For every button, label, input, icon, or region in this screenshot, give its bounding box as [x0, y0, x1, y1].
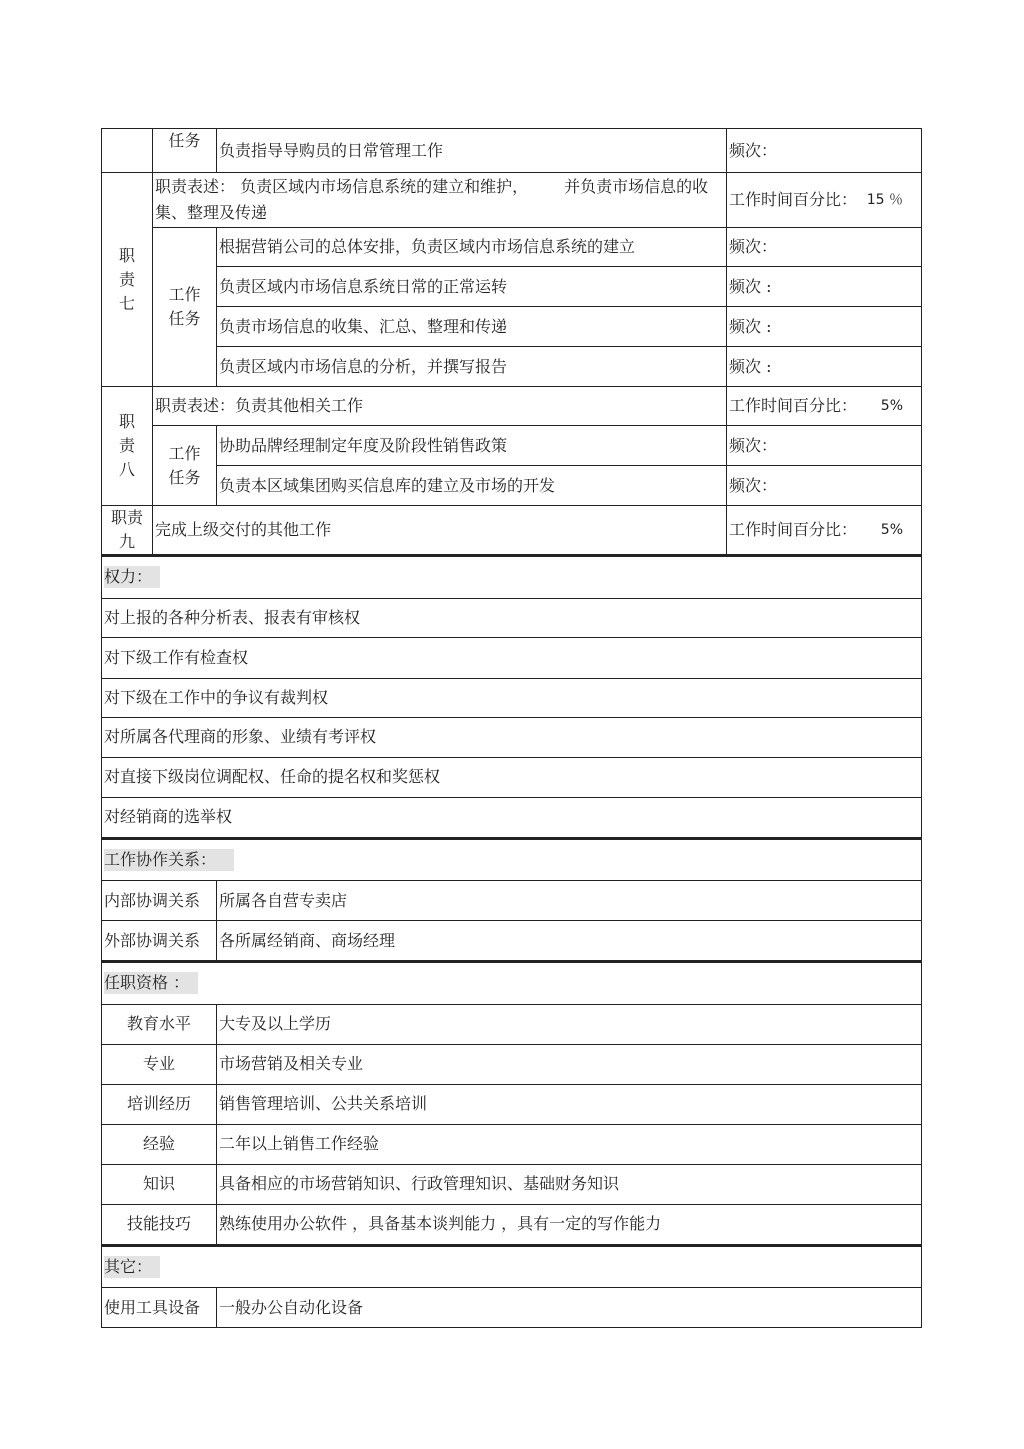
- duty7-percent: [727, 173, 922, 228]
- duty8-description: 职责表述：负责其他相关工作: [153, 387, 727, 426]
- row-label: 内部协调关系: [102, 881, 217, 921]
- list-item: [102, 757, 922, 797]
- power-item: 对所属各代理商的形象、业绩有考评权: [102, 717, 922, 757]
- other-table: [101, 1245, 922, 1329]
- duty9-percent: [727, 506, 922, 555]
- task-frequency: 频次：: [727, 228, 922, 267]
- duty9-label: [102, 506, 153, 555]
- list-item: [102, 678, 922, 717]
- task-text: 负责区域内市场信息系统日常的正常运转: [217, 267, 727, 307]
- other-title: 其它：: [104, 1256, 160, 1278]
- empty-cell: [102, 129, 153, 173]
- row-value: 各所属经销商、商场经理: [217, 921, 922, 961]
- cooperation-table: [101, 838, 922, 962]
- section-header: [102, 839, 922, 881]
- table-row: [102, 1044, 922, 1084]
- pct-value: 5%: [880, 522, 903, 538]
- task-text: 负责市场信息的收集、汇总、整理和传递: [217, 307, 727, 347]
- power-item: 对直接下级岗位调配权、任命的提名权和奖惩权: [102, 757, 922, 797]
- task-frequency: 频次 :: [727, 307, 922, 347]
- table-row: [102, 1004, 922, 1044]
- row-label: 经验: [102, 1124, 217, 1164]
- list-item: [102, 598, 922, 637]
- desc-line: 职责表述： 负责区域内市场信息系统的建立和维护，: [155, 177, 529, 196]
- pct-value: 15 ％: [866, 192, 903, 208]
- duty7-label: [102, 173, 153, 387]
- power-item: 对下级工作有检查权: [102, 637, 922, 678]
- label-line: 工作: [168, 285, 201, 304]
- duties-table: [101, 128, 922, 555]
- task-text: 负责本区域集团购买信息库的建立及市场的开发: [217, 466, 727, 506]
- table-row: [102, 1084, 922, 1124]
- row-label: 教育水平: [102, 1004, 217, 1044]
- power-item: 对上报的各种分析表、报表有审核权: [102, 598, 922, 637]
- table-row: [102, 228, 922, 267]
- row-label: 知识: [102, 1164, 217, 1204]
- table-row: [102, 1288, 922, 1328]
- task-label: 任务: [153, 129, 217, 173]
- power-item: 对经销商的选举权: [102, 797, 922, 837]
- list-item: [102, 797, 922, 837]
- row-value: 熟练使用办公软件 ，具备基本谈判能力 ，具有一定的写作能力: [217, 1204, 922, 1244]
- pct-value: 5%: [880, 398, 903, 414]
- label-line: 任务: [168, 309, 201, 328]
- label-char: 七: [118, 293, 135, 313]
- label-char: 责: [118, 436, 135, 455]
- row-value: 具备相应的市场营销知识、行政管理知识、基础财务知识: [217, 1164, 922, 1204]
- table-row: [102, 921, 922, 961]
- duty7-task-label: [153, 228, 217, 387]
- section-header: [102, 1246, 922, 1288]
- duty9-description: 完成上级交付的其他工作: [153, 506, 727, 555]
- task-frequency: 频次 :: [727, 347, 922, 387]
- label-line: 工作: [168, 443, 201, 463]
- section-header: [102, 962, 922, 1004]
- table-row: [102, 1124, 922, 1164]
- power-table: [101, 555, 922, 838]
- table-row: [102, 1204, 922, 1244]
- row-value: 销售管理培训、公共关系培训: [217, 1084, 922, 1124]
- table-row: [102, 173, 922, 228]
- job-description-sheet: [101, 128, 921, 1328]
- label-line: 九: [118, 532, 135, 551]
- row-label: 使用工具设备: [102, 1288, 217, 1328]
- list-item: [102, 717, 922, 757]
- desc-line: 集、整理及传递: [155, 203, 268, 222]
- table-row: [102, 347, 922, 387]
- desc-line: 并负责市场信息的收: [564, 177, 709, 196]
- row-value: 大专及以上学历: [217, 1004, 922, 1044]
- row-label: 专业: [102, 1044, 217, 1084]
- qualification-title: 任职资格 ：: [104, 972, 198, 994]
- duty7-description: [153, 173, 727, 228]
- task-text: 负责区域内市场信息的分析，并撰写报告: [217, 347, 727, 387]
- cooperation-title: 工作协作关系：: [104, 849, 234, 871]
- label-char: 职: [118, 245, 135, 265]
- label-char: 职: [118, 412, 135, 431]
- row-label: 技能技巧: [102, 1204, 217, 1244]
- label-char: 责: [118, 269, 135, 289]
- row-label: 培训经历: [102, 1084, 217, 1124]
- task-frequency: 频次：: [727, 129, 922, 173]
- duty8-percent: [727, 387, 922, 426]
- power-item: 对下级在工作中的争议有裁判权: [102, 678, 922, 717]
- table-row: [102, 129, 922, 173]
- task-text: 根据营销公司的总体安排，负责区域内市场信息系统的建立: [217, 228, 727, 267]
- label-char: 八: [118, 460, 135, 479]
- table-row: [102, 267, 922, 307]
- label-line: 职责: [110, 508, 143, 527]
- task-text: 协助品牌经理制定年度及阶段性销售政策: [217, 426, 727, 466]
- duty8-label: [102, 387, 153, 506]
- power-title: 权力：: [104, 566, 160, 588]
- table-row: [102, 466, 922, 506]
- pct-label: 工作时间百分比：: [729, 190, 858, 209]
- table-row: [102, 387, 922, 426]
- table-row: [102, 881, 922, 921]
- section-header: [102, 556, 922, 598]
- row-label: 外部协调关系: [102, 921, 217, 961]
- task-frequency: 频次 :: [727, 267, 922, 307]
- label-line: 任务: [168, 467, 201, 487]
- pct-label: 工作时间百分比：: [729, 396, 858, 415]
- row-value: 所属各自营专卖店: [217, 881, 922, 921]
- row-value: 一般办公自动化设备: [217, 1288, 922, 1328]
- task-text: 负责指导导购员的日常管理工作: [217, 129, 727, 173]
- task-frequency: 频次：: [727, 466, 922, 506]
- table-row: [102, 307, 922, 347]
- row-value: 二年以上销售工作经验: [217, 1124, 922, 1164]
- table-row: [102, 506, 922, 555]
- task-frequency: 频次：: [727, 426, 922, 466]
- qualification-table: [101, 961, 922, 1245]
- table-row: [102, 1164, 922, 1204]
- row-value: 市场营销及相关专业: [217, 1044, 922, 1084]
- duty8-task-label: [153, 426, 217, 506]
- pct-label: 工作时间百分比：: [729, 520, 858, 539]
- table-row: [102, 426, 922, 466]
- list-item: [102, 637, 922, 678]
